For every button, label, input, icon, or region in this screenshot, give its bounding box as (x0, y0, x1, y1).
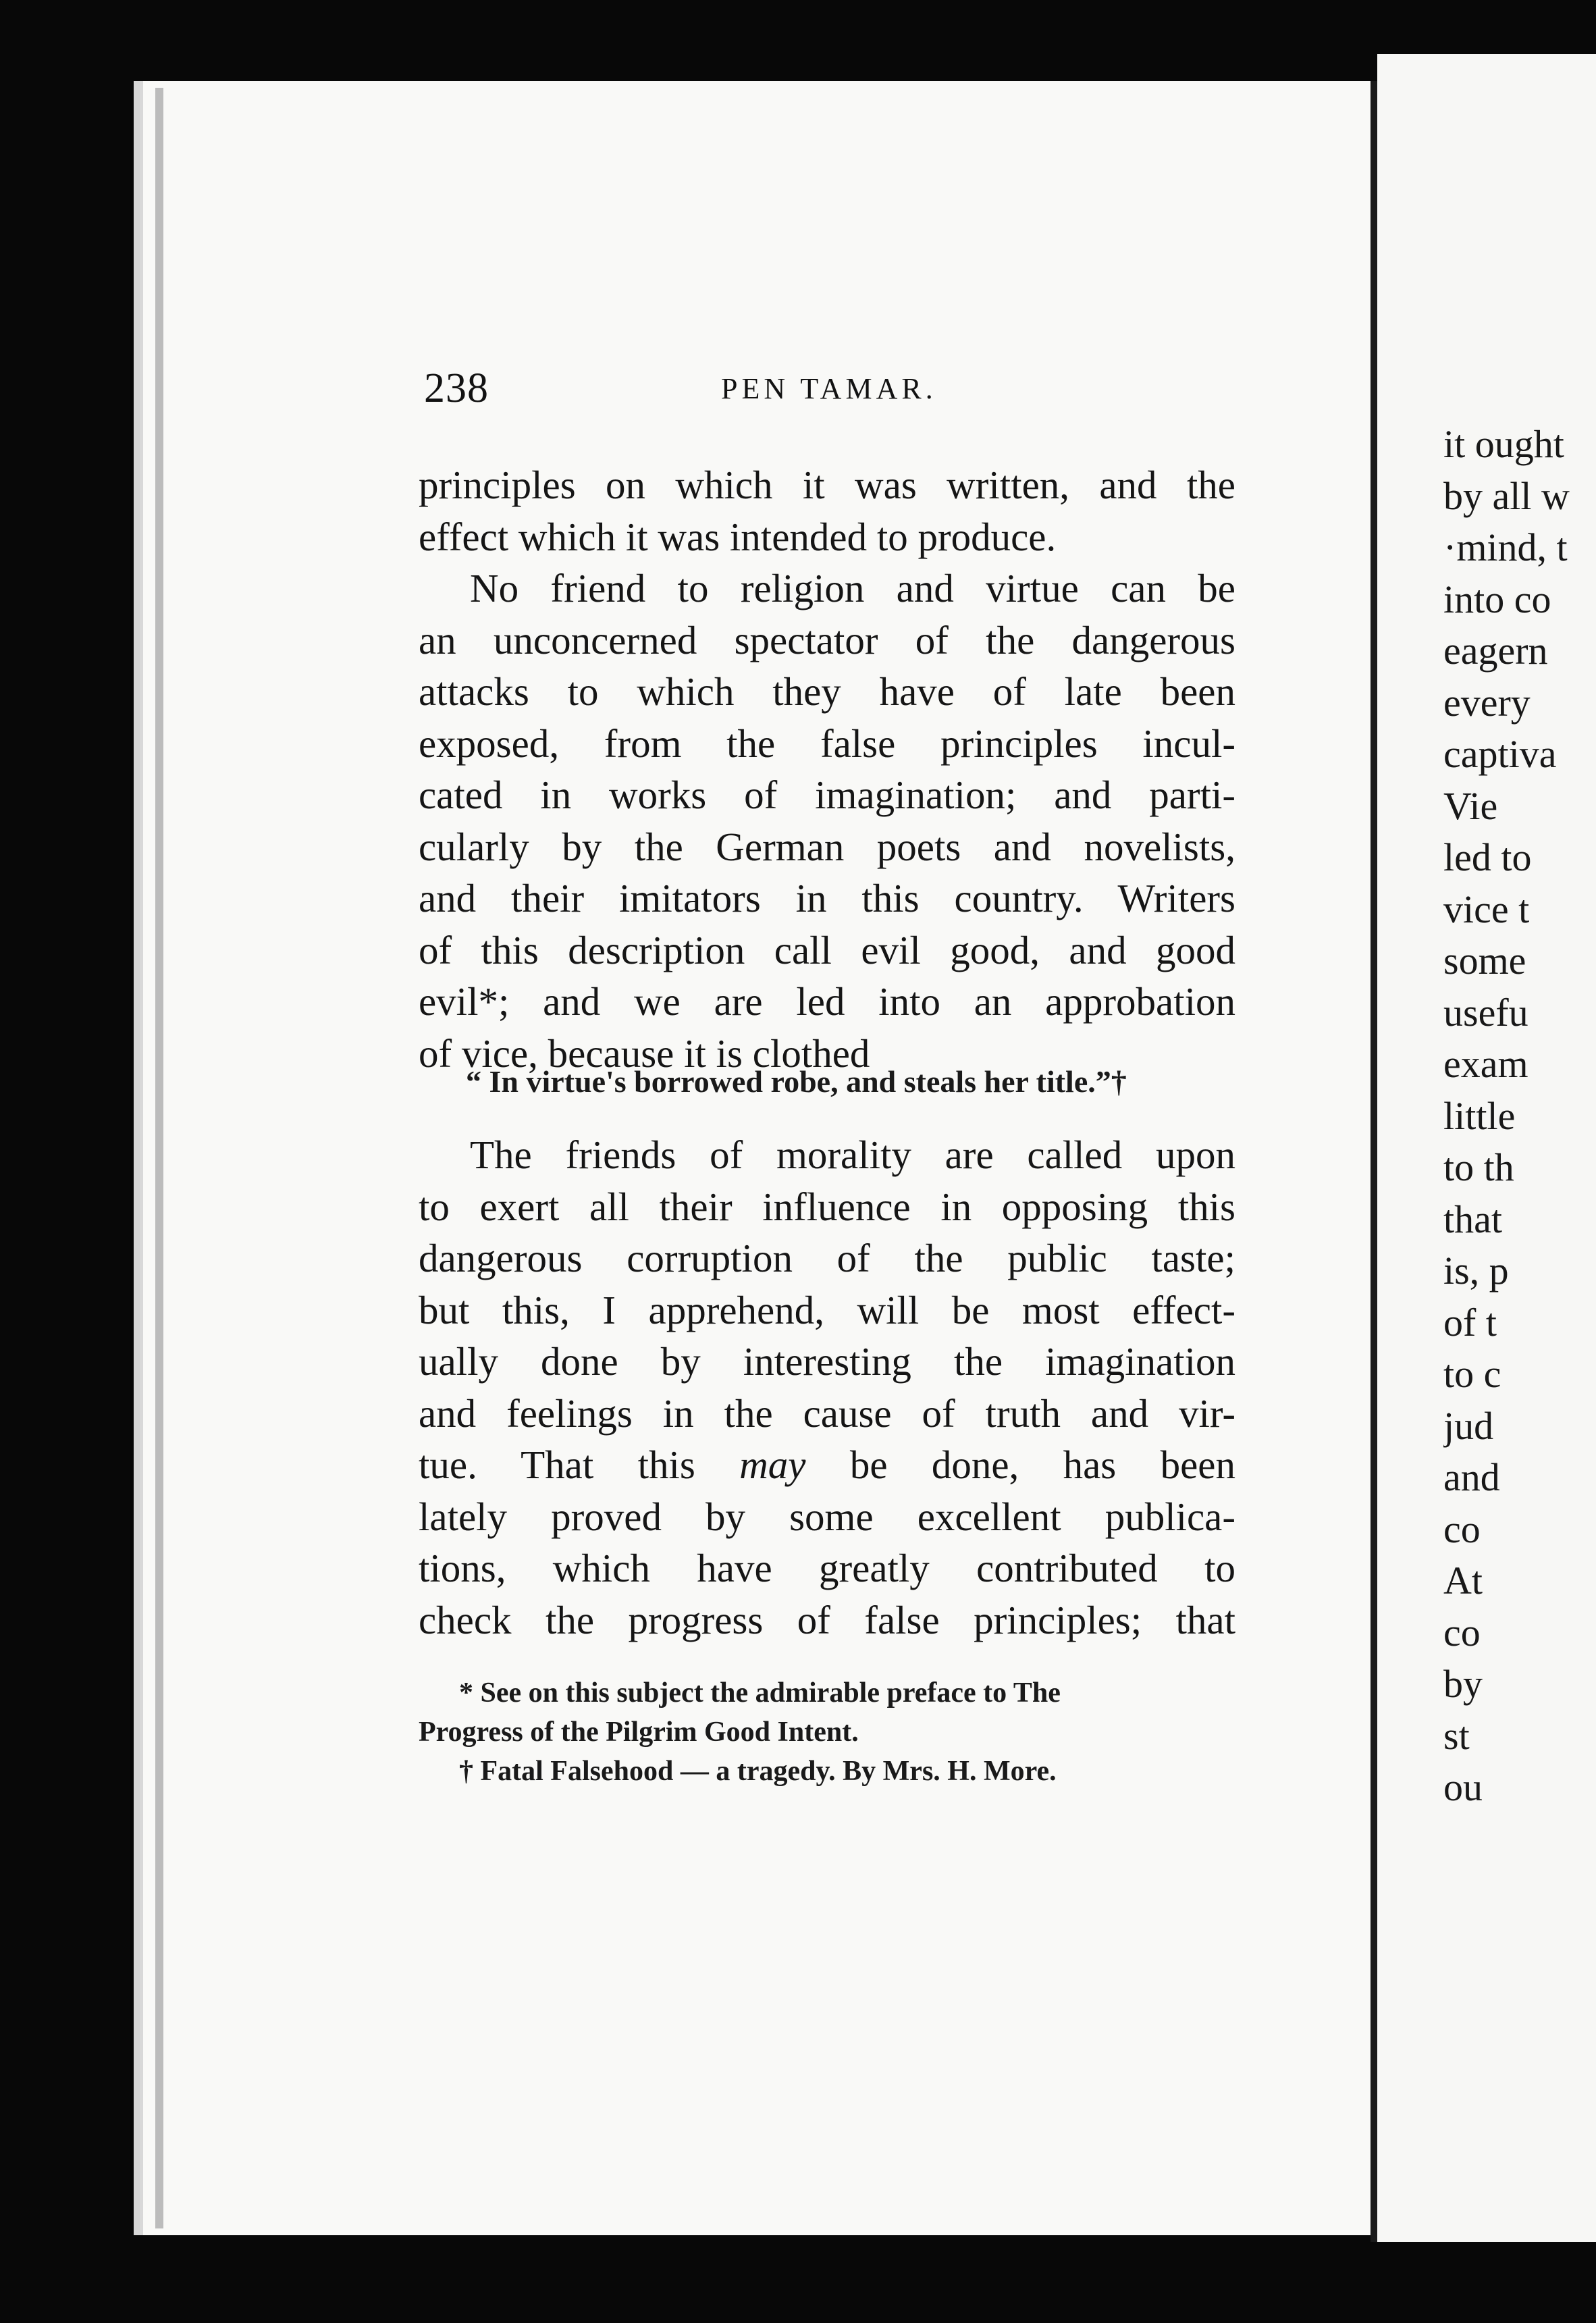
fragment-line: into co (1443, 577, 1551, 621)
fragment-line: by (1443, 1662, 1483, 1706)
footnote-line: * See on this subject the admirable preface to The (459, 1677, 1061, 1708)
page-number: 238 (424, 365, 489, 411)
fragment-line: usefu (1443, 990, 1528, 1035)
fragment-line: co (1443, 1507, 1481, 1551)
fragment-line: is, p (1443, 1249, 1509, 1293)
text-line: cated in works of imagination; and parti- (419, 773, 1235, 817)
fragment-line: ·mind, t (1443, 525, 1568, 569)
fragment-line: At (1443, 1559, 1483, 1602)
fragment-line: st (1443, 1713, 1470, 1758)
fragment-line: led to (1443, 835, 1532, 879)
footnotes (419, 1673, 1235, 1791)
fragment-line: vice t (1443, 887, 1530, 931)
text-segment: tue. That this (419, 1442, 740, 1487)
text-line: tions, which have greatly contributed to (419, 1546, 1235, 1590)
fragment-line: exam (1443, 1042, 1528, 1086)
fragment-line: Vie (1443, 783, 1498, 828)
emphasis-word: may (739, 1442, 806, 1487)
text-line: dangerous corruption of the public taste; (419, 1236, 1235, 1280)
fragment-line: ou (1443, 1765, 1483, 1809)
text-line: check the progress of false principles; that (419, 1597, 1235, 1642)
text-line: ually done by interesting the imagination (419, 1339, 1235, 1384)
page-edge-shadow (155, 88, 163, 2228)
body-text-upper (419, 459, 1235, 1079)
fragment-line: co (1443, 1610, 1481, 1654)
text-line: The friends of morality are called upon (470, 1132, 1235, 1177)
text-line: an unconcerned spectator of the dangerous (419, 617, 1235, 662)
fragment-line: that (1443, 1197, 1502, 1241)
text-line: effect which it was intended to produce. (419, 514, 1057, 559)
text-line: of vice, because it is clothed (419, 1030, 870, 1076)
fragment-line: jud (1443, 1403, 1494, 1448)
text-line: to exert all their influence in opposing this (419, 1184, 1235, 1229)
page-header (424, 365, 1234, 425)
fragment-line: to c (1443, 1352, 1501, 1396)
text-line: cularly by the German poets and novelists, (419, 824, 1235, 869)
fragment-line: little (1443, 1093, 1516, 1138)
fragment-line: some (1443, 939, 1526, 983)
footnote-line: Progress of the Pilgrim Good Intent. (419, 1717, 859, 1748)
text-line: of this description call evil good, and good (419, 927, 1235, 972)
text-line: and feelings in the cause of truth and vir- (419, 1390, 1235, 1436)
text-line: principles on which it was written, and the (419, 463, 1235, 507)
fragment-line: captiva (1443, 732, 1557, 776)
text-line: and their imitators in this country. Writers (419, 876, 1235, 920)
text-line: exposed, from the false principles incul- (419, 721, 1235, 766)
fragment-line: every (1443, 680, 1531, 725)
text-line: No friend to religion and virtue can be (470, 566, 1235, 610)
text-line: lately proved by some excellent publica- (419, 1494, 1235, 1539)
fragment-line: of t (1443, 1300, 1497, 1345)
fragment-line: to th (1443, 1145, 1514, 1189)
running-title: PEN TAMAR. (721, 372, 937, 405)
fragment-line: by all w (1443, 473, 1570, 518)
text-line (419, 1439, 1235, 1491)
fragment-line: it ought (1443, 422, 1564, 466)
text-segment: be done, has been (805, 1442, 1235, 1487)
text-line: but this, I apprehend, will be most effect- (419, 1287, 1235, 1332)
fragment-line: and (1443, 1455, 1500, 1499)
right-page-text (1443, 419, 1596, 1814)
fragment-line: eagern (1443, 629, 1548, 673)
text-line: attacks to which they have of late been (419, 669, 1235, 714)
footnote-line: † Fatal Falsehood — a tragedy. By Mrs. H. More. (459, 1756, 1057, 1787)
body-text-lower (419, 1129, 1235, 1646)
verse-quotation: “ In virtue's borrowed robe, and steals her title.”† (466, 1064, 1127, 1099)
text-line: evil*; and we are led into an approbation (419, 979, 1235, 1024)
